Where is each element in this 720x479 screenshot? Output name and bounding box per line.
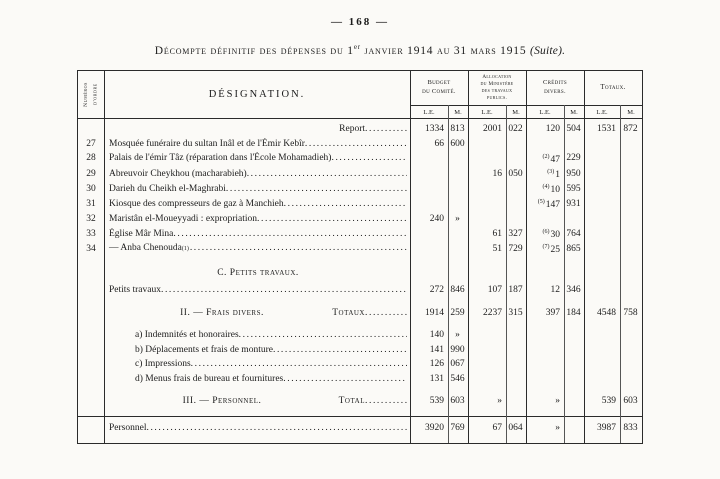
amount-m-cell: 950 — [566, 168, 581, 179]
amount-le-cell: 120 — [545, 124, 560, 135]
column-header-designation: DÉSIGNATION. — [208, 89, 306, 101]
amount-le-cell: » — [497, 396, 502, 407]
row-label: d) Menus frais de bureau et fournitures — [135, 373, 284, 384]
dot-leader — [365, 307, 407, 319]
amount-le-cell: 126 — [429, 359, 444, 370]
table-row — [78, 122, 642, 137]
amount-m-cell: 872 — [623, 124, 638, 135]
subcolumn-rule — [448, 105, 449, 443]
dot-leader — [239, 329, 407, 341]
amount-le-cell: 51 — [492, 243, 502, 254]
total-label: Totaux — [332, 307, 365, 318]
table-row — [78, 305, 642, 320]
subheader-le: L.E. — [481, 108, 493, 116]
designation-cell — [104, 422, 410, 434]
amount-le-cell: 2001 — [483, 124, 502, 135]
table-header — [78, 71, 642, 119]
numero-cell: 28 — [86, 153, 96, 164]
footnote-marker: (1) — [181, 246, 189, 253]
table-row — [78, 357, 642, 372]
footnote-marker: (7) — [542, 244, 550, 251]
numero-cell: 27 — [86, 138, 96, 149]
amount-m-cell: 229 — [566, 153, 581, 164]
table-row — [78, 265, 642, 280]
table-row — [78, 420, 642, 435]
section-label: C. Petits travaux. — [217, 267, 299, 278]
designation-cell — [104, 284, 410, 296]
amount-le-cell: 16 — [492, 168, 502, 179]
table-row — [78, 181, 642, 196]
expense-table — [77, 70, 643, 444]
table-row — [78, 371, 642, 386]
amount-m-cell: 729 — [508, 243, 523, 254]
amount-m-cell: 050 — [508, 168, 523, 179]
amount-le-cell: 397 — [545, 307, 560, 318]
dot-leader — [190, 242, 407, 254]
column-rule — [526, 71, 527, 443]
amount-m-cell: » — [455, 330, 460, 341]
column-rule — [104, 71, 105, 443]
amount-m-cell: 327 — [508, 228, 523, 239]
subcolumn-rule — [564, 105, 565, 443]
amount-m-cell: 259 — [450, 307, 465, 318]
designation-cell — [104, 198, 410, 210]
amount-m-cell: 758 — [623, 307, 638, 318]
amount-m-cell: 595 — [566, 183, 581, 194]
amount-le-cell: $^{(2)}$47 — [542, 153, 560, 165]
row-label: b) Déplacements et frais de monture — [135, 344, 273, 355]
designation-cell — [104, 307, 410, 319]
numero-cell: 32 — [86, 213, 96, 224]
amount-m-cell: 346 — [566, 285, 581, 296]
allocation-header-line4: publics. — [486, 94, 508, 101]
amount-m-cell: » — [455, 213, 460, 224]
amount-le-cell: 140 — [429, 330, 444, 341]
title-ordinal: er — [353, 43, 361, 51]
amount-m-cell: 504 — [566, 124, 581, 135]
amount-m-cell: 546 — [450, 373, 465, 384]
amount-m-cell: 067 — [450, 359, 465, 370]
table-row — [78, 283, 642, 298]
row-label: Église Mâr Mina — [109, 228, 174, 239]
budget-header-line2: du Comité. — [422, 87, 456, 95]
table-row — [78, 151, 642, 166]
allocation-header-line3: des travaux — [481, 87, 513, 94]
document-title — [0, 43, 720, 57]
designation-cell — [104, 123, 410, 135]
row-label: Petits travaux — [109, 285, 161, 296]
numero-header-line2: d'ordre — [92, 84, 98, 106]
table-body — [78, 119, 642, 443]
designation-cell — [104, 373, 410, 385]
table-row — [78, 328, 642, 343]
title-suite: (Suite). — [530, 44, 566, 57]
amount-le-cell: 3920 — [425, 422, 444, 433]
numero-cell: 33 — [86, 228, 96, 239]
amount-le-cell: 240 — [429, 213, 444, 224]
credits-header-line2: divers. — [544, 87, 566, 95]
row-label: Kiosque des compresseurs de gaz à Manchieh — [109, 198, 284, 209]
amount-le-cell: » — [555, 396, 560, 407]
amount-m-cell: 184 — [566, 307, 581, 318]
table-row — [78, 394, 642, 409]
dot-leader — [284, 198, 407, 210]
amount-le-cell: 1914 — [425, 307, 444, 318]
dot-leader — [161, 284, 407, 296]
subheader-m: M. — [512, 108, 520, 116]
budget-header-line1: Budget — [427, 79, 451, 87]
dot-leader — [331, 152, 407, 164]
dot-leader — [146, 422, 407, 434]
amount-m-cell: 833 — [623, 422, 638, 433]
amount-m-cell: 600 — [450, 138, 465, 149]
dot-leader — [273, 344, 407, 356]
numero-header-text — [82, 82, 101, 107]
credits-header-line1: Crédits — [543, 79, 567, 87]
table-row — [78, 211, 642, 226]
amount-m-cell: 187 — [508, 285, 523, 296]
footnote-marker: (2) — [542, 153, 550, 160]
amount-m-cell: 846 — [450, 285, 465, 296]
subheader-le: L.E. — [423, 108, 435, 116]
amount-le-cell: $^{(5)}$147 — [537, 199, 560, 211]
subcolumn-rule — [506, 105, 507, 443]
designation-cell — [104, 138, 410, 150]
subheader-le: L.E. — [539, 108, 551, 116]
section-title: III. — Personnel. — [182, 396, 262, 407]
amount-m-cell: 603 — [450, 396, 465, 407]
subheader-m: M. — [570, 108, 578, 116]
amount-m-cell: 315 — [508, 307, 523, 318]
row-label: Abreuvoir Cheykhou (macharabieh) — [109, 168, 247, 179]
column-header-totaux: Totaux. — [600, 83, 626, 92]
footnote-marker: (6) — [542, 228, 550, 235]
dot-leader — [247, 168, 407, 180]
amount-le-cell: $^{(4)}$10 — [542, 184, 560, 196]
table-row — [78, 226, 642, 241]
row-label: Palais de l'émir Tâz (réparation dans l'École Mohamadieh) — [109, 153, 332, 164]
amount-m-cell: 865 — [566, 243, 581, 254]
amount-m-cell: 813 — [450, 124, 465, 135]
section-title: II. — Frais divers. — [180, 307, 264, 318]
amount-le-cell: 61 — [492, 228, 502, 239]
column-header-numero — [78, 71, 104, 119]
column-rule — [468, 71, 469, 443]
amount-le-cell: 12 — [550, 285, 560, 296]
amount-le-cell: 131 — [429, 373, 444, 384]
row-label: Personnel — [109, 422, 147, 433]
amount-le-cell: 2237 — [483, 307, 502, 318]
dot-leader — [305, 138, 407, 150]
designation-cell — [104, 183, 410, 195]
column-rule — [584, 71, 585, 443]
numero-header-line1: Numéros — [82, 82, 89, 108]
designation-cell — [104, 395, 410, 407]
dot-leader — [173, 228, 407, 240]
expense-table-wrap — [77, 70, 643, 444]
amount-le-cell: 141 — [429, 344, 444, 355]
row-label: Maristân el-Moueyyadi : expropriation — [109, 213, 258, 224]
designation-cell — [104, 228, 410, 240]
column-header-credits — [526, 71, 584, 105]
amount-le-cell: » — [555, 422, 560, 433]
designation-cell — [104, 344, 410, 356]
amount-le-cell: 1334 — [425, 124, 444, 135]
table-row — [78, 136, 642, 151]
title-part2: janvier 1914 au 31 mars 1915 — [360, 44, 531, 57]
column-header-allocation — [468, 71, 526, 105]
designation-cell — [104, 168, 410, 180]
page-number: — 168 — — [331, 16, 389, 28]
amount-m-cell: 990 — [450, 344, 465, 355]
dot-leader — [365, 123, 407, 135]
amount-m-cell: 764 — [566, 228, 581, 239]
amount-m-cell: 931 — [566, 198, 581, 209]
footnote-marker: (3) — [547, 168, 555, 175]
row-label: a) Indemnités et honoraires — [135, 330, 239, 341]
row-label: c) Impressions — [135, 359, 191, 370]
row-label: Mosquée funéraire du sultan Inâl et de l'Émir Kebîr — [109, 138, 305, 149]
subheader-le: L.E. — [596, 108, 608, 116]
designation-cell — [104, 267, 410, 279]
amount-le-cell: $^{(3)}$1 — [547, 168, 560, 181]
total-label: Total — [338, 396, 365, 407]
amount-le-cell: 66 — [434, 138, 444, 149]
numero-cell: 31 — [86, 198, 96, 209]
table-row — [78, 342, 642, 357]
dot-leader — [257, 213, 407, 225]
column-rule — [410, 71, 411, 443]
allocation-header-line2: du Ministère — [480, 81, 514, 88]
row-label: — Anba Chenouda — [109, 243, 182, 254]
row-label: Report — [339, 124, 365, 135]
numero-cell: 34 — [86, 243, 96, 254]
dot-leader — [365, 395, 407, 407]
table-rule — [78, 416, 642, 417]
amount-le-cell: $^{(7)}$25 — [542, 244, 560, 256]
subheader-m: M. — [627, 108, 635, 116]
amount-m-cell: 064 — [508, 422, 523, 433]
dot-leader — [191, 358, 407, 370]
designation-cell — [104, 358, 410, 370]
designation-cell — [104, 242, 410, 255]
footnote-marker: (5) — [537, 199, 545, 206]
amount-le-cell: 272 — [429, 285, 444, 296]
table-row — [78, 196, 642, 211]
table-row — [78, 241, 642, 256]
amount-le-cell: 1531 — [597, 124, 616, 135]
amount-le-cell: 107 — [487, 285, 502, 296]
dot-leader — [226, 183, 407, 195]
numero-cell: 30 — [86, 183, 96, 194]
designation-cell — [104, 329, 410, 341]
amount-m-cell: 769 — [450, 422, 465, 433]
amount-le-cell: 3987 — [597, 422, 616, 433]
column-header-budget — [410, 71, 468, 105]
amount-m-cell: 022 — [508, 124, 523, 135]
subheader-m: M. — [454, 108, 462, 116]
amount-le-cell: 67 — [492, 422, 502, 433]
title-part1: Décompte définitif des dépenses du 1 — [154, 44, 354, 57]
allocation-header-line1: Allocation — [482, 74, 512, 81]
amount-le-cell: $^{(6)}$30 — [542, 228, 560, 241]
designation-cell — [104, 152, 410, 164]
numero-cell: 29 — [86, 168, 96, 179]
amount-m-cell: 603 — [623, 396, 638, 407]
subcolumn-rule — [620, 105, 621, 443]
row-label: Darieh du Cheikh el-Maghrabi — [109, 183, 226, 194]
table-row — [78, 166, 642, 181]
dot-leader — [283, 373, 407, 385]
designation-cell — [104, 213, 410, 225]
footnote-marker: (4) — [542, 184, 550, 191]
amount-le-cell: 539 — [429, 396, 444, 407]
amount-le-cell: 4548 — [597, 307, 616, 318]
amount-le-cell: 539 — [601, 396, 616, 407]
